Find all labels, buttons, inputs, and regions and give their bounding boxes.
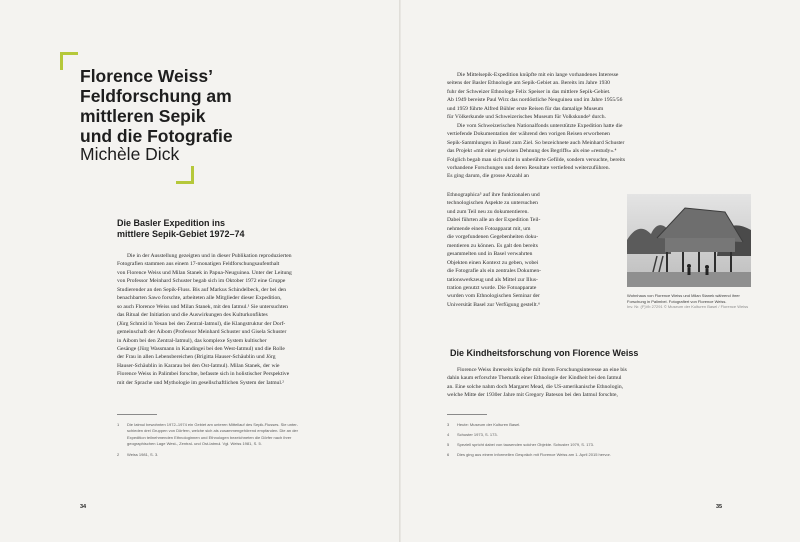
body-text-right-column (447, 191, 617, 309)
page-number-left: 34 (80, 504, 87, 510)
text-line: mentieren zu können. Es galt den bereits (447, 242, 538, 249)
photo-caption (627, 293, 755, 310)
right-page (400, 0, 800, 542)
text-line: Florence Weiss ihrerseits knüpfte mit ihrem Forschungsinteresse an eine bis (457, 367, 627, 373)
text-line: von Professor Meinhard Schuster begab sich im Oktober 1972 eine Gruppe (117, 278, 286, 285)
footnote-line: Schuster 1973, S. 173. (457, 432, 498, 437)
text-line: das Projekt «mit einer gewissen Dehnung des Begriffs» als eine «restudy».⁴ (447, 148, 617, 155)
author-name: Michèle Dick (80, 144, 180, 164)
text-line: technologischen Aspekte zu untersuchen (447, 200, 538, 207)
caption-line: Forschung in Palimbei. Fotografiert von Florence Weiss. (627, 298, 727, 304)
text-line: vorhandene Forschungen und deren Resultate vertiefend weiterzuführen. (447, 164, 610, 171)
text-line: dahin kaum erforschte Thematik einer Ethnologie der Kindheit bei den Iatmul (447, 375, 622, 382)
body-text-left (117, 252, 357, 387)
text-line: so auch Florence Weiss und Milan Stanek, mit den Iatmul.¹ Sie untersuchten (117, 303, 288, 310)
footnote-4 (447, 432, 747, 438)
footnote-1 (117, 422, 347, 447)
text-line: Es ging darum, die grosse Anzahl an (447, 173, 529, 180)
heading-line: Die Basler Expedition ins (117, 218, 226, 228)
text-line: nehmende einen Fotoapparat mit, um (447, 225, 531, 232)
footnote-line: Die Iatmul bewohnten 1972–1974 ein Gebiet am unteren Mittellauf des Sepik-Flusses. Sie unter- (127, 422, 298, 427)
text-line: Hauser-Schäublin in Kararau bei den Ost-Iatmul). Milan Stanek, der wie (117, 362, 280, 369)
title-line: Feldforschung am (80, 86, 232, 106)
footnote-5 (447, 442, 747, 448)
text-line: vertiefende Dokumentation der während den vorigen Reisen erworbenen (447, 131, 610, 138)
text-line: benachbarten Sawo forschte, arbeiteten alle Mitglieder dieser Expedition, (117, 295, 282, 302)
body-text-right-top (447, 71, 751, 181)
text-line: welche Mitte der 1930er Jahre mit Gregory Bateson bei den Iatmul forschte, (447, 392, 618, 399)
text-line: Fotografien stammen aus einem 17-monatigen Feldforschungsaufenthalt (117, 261, 280, 268)
text-line: Florence Weiss in Palimbei forschte, befasste sich in holistischer Perspektive (117, 371, 290, 378)
text-line: Ab 1949 bereiste Paul Wirz das nordöstliche Neuguinea und im Jahre 1955/56 (447, 97, 623, 104)
text-line: die Fotografie als ein zentrales Dokumen- (447, 268, 541, 275)
caption-line: Wohnhaus von Florence Weiss und Milan Stanek während ihrer (627, 293, 740, 298)
text-line: an. Eine solche nahm doch Margaret Mead, die US-amerikanische Ethnologin, (447, 383, 624, 390)
text-line: Die vom Schweizerischen Nationalfonds unterstützte Expedition hatte die (457, 122, 623, 129)
text-line: wurden vom Ethnologischen Seminar der (447, 293, 540, 300)
footnote-number: 1 (117, 422, 120, 427)
footnote-line: Weiss 1981, S. 3. (127, 452, 159, 457)
caption-credit: Inv. Nr. (F)Vb 27291 © Museum der Kulturen Basel / Florence Weiss (627, 304, 749, 310)
stilt-house-image (627, 194, 751, 287)
footnote-number: 3 (447, 422, 450, 427)
section-heading-childhood: Die Kindheitsforschung von Florence Weiss (450, 348, 639, 358)
text-line: Universität Basel zur Verfügung gestellt.⁶ (447, 301, 541, 308)
text-line: seitens der Basler Ethnologie am Sepik-Gebiet an. Bereits im Jahre 1930 (447, 80, 610, 87)
footnote-line: Expedition teilnehmenden Ethnologinnen und Ethnologen bezeichneten die Dörfer nach ihrer (127, 434, 292, 440)
footnote-divider (117, 414, 157, 415)
text-line: Ethnographica⁵ auf ihre funktionalen und (447, 192, 540, 198)
footnote-2 (117, 452, 347, 458)
footnote-number: 2 (117, 452, 120, 457)
text-line: Studierender an den Sepik-Fluss. Bis auf Markus Schindelbeck, der bei den (117, 286, 287, 293)
text-line: mit der Sprache und Mythologie im gesellschaftlichen System der Iatmul.² (117, 379, 284, 386)
text-line: der Frau in allen Lebensbereichen (Brigitta Hauser-Schäublin und Jörg (117, 354, 276, 361)
page-number-right: 35 (716, 504, 723, 510)
text-line: die vorgefundenen Gegebenheiten doku- (447, 234, 539, 241)
text-line: Objekten einen Kontext zu geben, wobei (447, 259, 539, 266)
text-line: tationswerkzeug und als Mittel zur Illus- (447, 276, 538, 283)
accent-corner-bottom-right (176, 166, 194, 184)
footnote-6 (447, 452, 747, 458)
text-line: fuhr der Schweizer Ethnologe Felix Speiser in das mittlere Sepik-Gebiet. (447, 88, 611, 95)
text-line: gemeinschaft der Aibom (Professor Meinhard Schuster und Gisela Schuster (117, 329, 287, 336)
text-line: Die in der Ausstellung gezeigten und in dieser Publikation reproduzierten (127, 253, 292, 259)
text-line: (Jürg Schmid in Yesan bei den Zentral-Iatmul), die Klangstruktur der Dorf- (117, 320, 286, 327)
text-line: Sepik-Sammlungen in Basel zum Ziel. So bezeichnete auch Meinhard Schuster (447, 139, 625, 146)
footnote-number: 4 (447, 432, 450, 437)
footnote-line: geographischen Lage West-, Zentral- und Ost-Iatmul. Vgl. Weiss 1981, S. 5. (127, 440, 262, 446)
title-line: Florence Weiss’ (80, 66, 213, 86)
text-line: gesammelten und in Basel verwahrten (447, 251, 533, 258)
footnote-line: Dies ging aus einem informellen Gespräch mit Florence Weiss am 1. April 2015 hervor. (457, 452, 611, 457)
title-line: mittleren Sepik (80, 106, 206, 126)
section-heading-expedition (117, 218, 347, 240)
text-line: tration genutzt wurde. Die Fotoapparate (447, 284, 537, 291)
footnote-3 (447, 422, 747, 428)
text-line: Gesänge (Jürg Wassmann in Kandingei bei den West-Iatmul) und die Rolle (117, 345, 285, 352)
footnote-number: 5 (447, 442, 450, 447)
house-photograph (627, 194, 751, 287)
footnote-line: Heute: Museum der Kulturen Basel. (457, 422, 521, 427)
text-line: Dabei führten alle an der Expedition Teil- (447, 217, 541, 224)
body-text-right-bottom (447, 366, 751, 400)
text-line: und zum Teil neu zu dokumentieren. (447, 208, 529, 215)
text-line: für Völkerkunde und Schweizerisches Museum für Volkskunde³ durch. (447, 114, 606, 121)
title-line: und die Fotografie (80, 126, 233, 146)
footnote-number: 6 (447, 452, 450, 457)
heading-line: mittlere Sepik-Gebiet 1972–74 (117, 229, 245, 239)
text-line: Die Mittelsepik-Expedition knüpfte mit ein lange vorhandenes Interesse (457, 72, 619, 78)
text-line: Folglich begab man sich nicht in unberührte Gefilde, sondern versuchte, bereits (447, 156, 626, 163)
accent-corner-top-left (60, 52, 78, 70)
text-line: und 1959 führte Alfred Bühler erste Reisen für das damalige Museum (447, 105, 604, 112)
text-line: das Ritual der Initiation und die Auswirkungen des Kulturkonfiktes (117, 312, 268, 319)
text-line: von Florence Weiss und Milan Stanek in Papua-Neuguinea. Unter der Leitung (117, 269, 292, 276)
footnote-line: Speziell spricht dabei von tausenden solcher Objekte. Schuster 1979, S. 173. (457, 442, 594, 447)
footnote-line: schieden drei Gruppen von Dörfern, welche sich als zusammengehörend empfanden. Die an der (127, 428, 298, 434)
text-line: in Aibom bei den Zentral-Iatmul), das komplexe System kultischer (117, 337, 267, 344)
footnote-divider (447, 414, 487, 415)
article-title (80, 66, 310, 146)
